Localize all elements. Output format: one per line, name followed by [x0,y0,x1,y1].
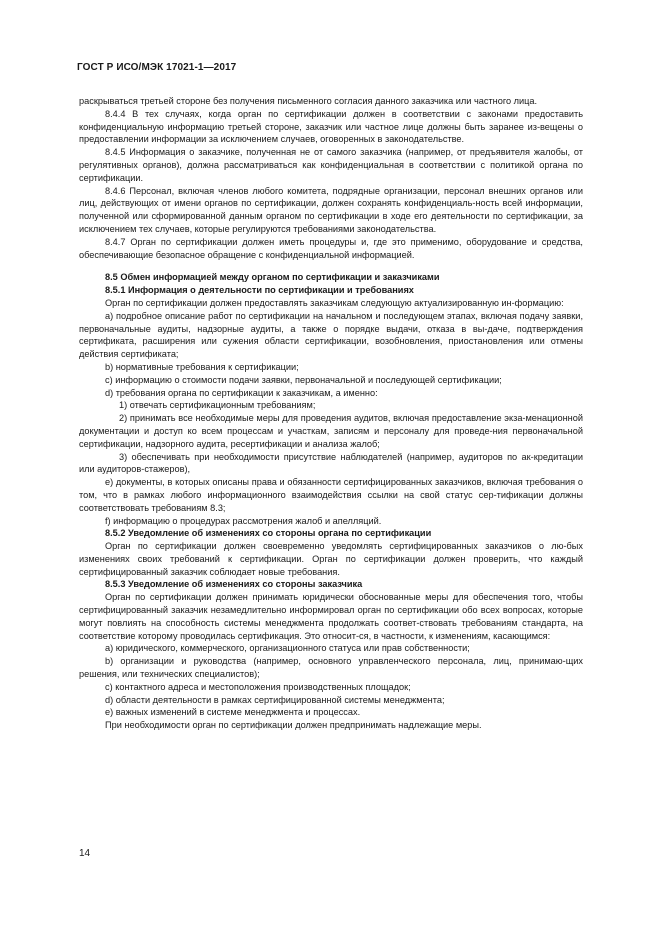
list-item-d-1: 1) отвечать сертификационным требованиям; [119,400,316,411]
list-item-b: b) нормативные требования к сертификации; [105,361,299,372]
list-item-e: e) важных изменений в системе менеджмента и процессах. [105,707,361,718]
clause-8-4-4: 8.4.4 В тех случаях, когда орган по сертификации должен в соответствии с законами предоставить конфиденциальную информацию третьей стороне, заказчик или частное лице должны быть заранее из-вещены о предоставлении информации за исключением случаев, оговоренных в законодательстве. [79,108,583,145]
list-item-c: c) информацию о стоимости подачи заявки, первоначальной и последующей сертификации; [105,374,502,385]
paragraph: раскрываться третьей стороне без получения письменного согласия данного заказчика или частного лица. [79,96,538,106]
paragraph: Орган по сертификации должен своевременно уведомлять сертифицированных заказчиков о лю-бых изменениях своих требований к сертификации. Орган по сертификации должен проверить, что каждый сертифицированный заказчик соблюдает новые требования. [79,541,583,577]
document-header: ГОСТ Р ИСО/МЭК 17021-1—2017 [77,62,237,73]
paragraph: При необходимости орган по сертификации должен предпринимать надлежащие меры. [105,720,482,731]
list-item-d-2: 2) принимать все необходимые меры для проведения аудитов, включая предоставление экза-менационной документации и доступ ко всем процессам и участкам, записям и персоналу для проведе-ния первоначальной сертификации, надзорного аудита, ресертификации и анализа жалоб; [79,413,583,449]
list-item-d: d) требования органа по сертификации к заказчикам, а именно: [105,387,378,398]
list-item-a: a) юридического, коммерческого, организационного статуса или прав собственности; [105,643,470,654]
clause-8-4-7: 8.4.7 Орган по сертификации должен иметь процедуры и, где это применимо, оборудование и средства, обеспечивающие безопасное обращение с конфиденциальной информацией. [79,236,583,260]
subsection-heading-8-5-1: 8.5.1 Информация о деятельности по сертификации и требованиях [105,285,414,296]
list-item-a: a) подробное описание работ по сертификации на начальном и последующем этапах, включая подачу заявки, первоначальные аудиты, надзорные аудиты, а также о порядке выдачи, отказа в вы-даче, подтверждения сертификата, расширения или сужения области сертификации, возобновления, приостановления или отмены действия сертификата; [79,310,583,360]
page-number: 14 [79,848,91,859]
clause-8-4-6: 8.4.6 Персонал, включая членов любого комитета, подрядные организации, персонал внешних органов или лиц, действующих от имени органов по сертификации, должен сохранять конфиденциаль-ность всей информации, полученной или сформированной данным органом по сертификации в ходе его деятельности по сертификации, за исключением тех случаев, которые регулируются требованиями законодательства. [79,185,583,234]
subsection-heading-8-5-3: 8.5.3 Уведомление об изменениях со стороны заказчика [105,579,363,590]
list-item-e: e) документы, в которых описаны права и обязанности сертифицированных заказчиков, включая требования о том, что в рамках любого информационного взаимодействия ссылки на свой статус сер-тификации должны соответствовать требованиям 8.3; [79,477,583,513]
list-item-f: f) информацию о процедурах рассмотрения жалоб и апелляций. [105,515,382,526]
paragraph: Орган по сертификации должен принимать юридически обоснованные меры для обеспечения того, чтобы сертифицированный заказчик незамедлительно информировал орган по сертификации обо всех вопросах, которые могут повлиять на способность системы менеджмента продолжать соответ-ствовать требованиям стандарта, на соответствие которому проводилась сертификация. Это относит-ся, в частности, к изменениям, касающимся: [79,592,583,641]
list-item-c: c) контактного адреса и местоположения производственных площадок; [105,681,411,692]
list-item-b: b) организации и руководства (например, основного управленческого персонала, лиц, принимаю-щих решения, или технических специалистов); [79,656,583,680]
paragraph: Орган по сертификации должен предоставлять заказчикам следующую актуализированную ин-формацию: [105,297,564,308]
subsection-heading-8-5-2: 8.5.2 Уведомление об изменениях со стороны органа по сертификации [105,528,432,539]
document-body [79,95,583,732]
section-heading-8-5: 8.5 Обмен информацией между органом по сертификации и заказчиками [105,272,440,283]
list-item-d: d) области деятельности в рамках сертифицированной системы менеджмента; [105,694,445,705]
clause-8-4-5: 8.4.5 Информация о заказчике, полученная не от самого заказчика (например, от предъявителя жалобы, от регулятивных органов), должна рассматриваться как конфиденциальная в соответствии с политикой органа по сертификации. [79,147,583,183]
list-item-d-3: 3) обеспечивать при необходимости присутствие наблюдателей (например, аудиторов по ак-кредитации или аудиторов-стажеров), [79,451,583,475]
